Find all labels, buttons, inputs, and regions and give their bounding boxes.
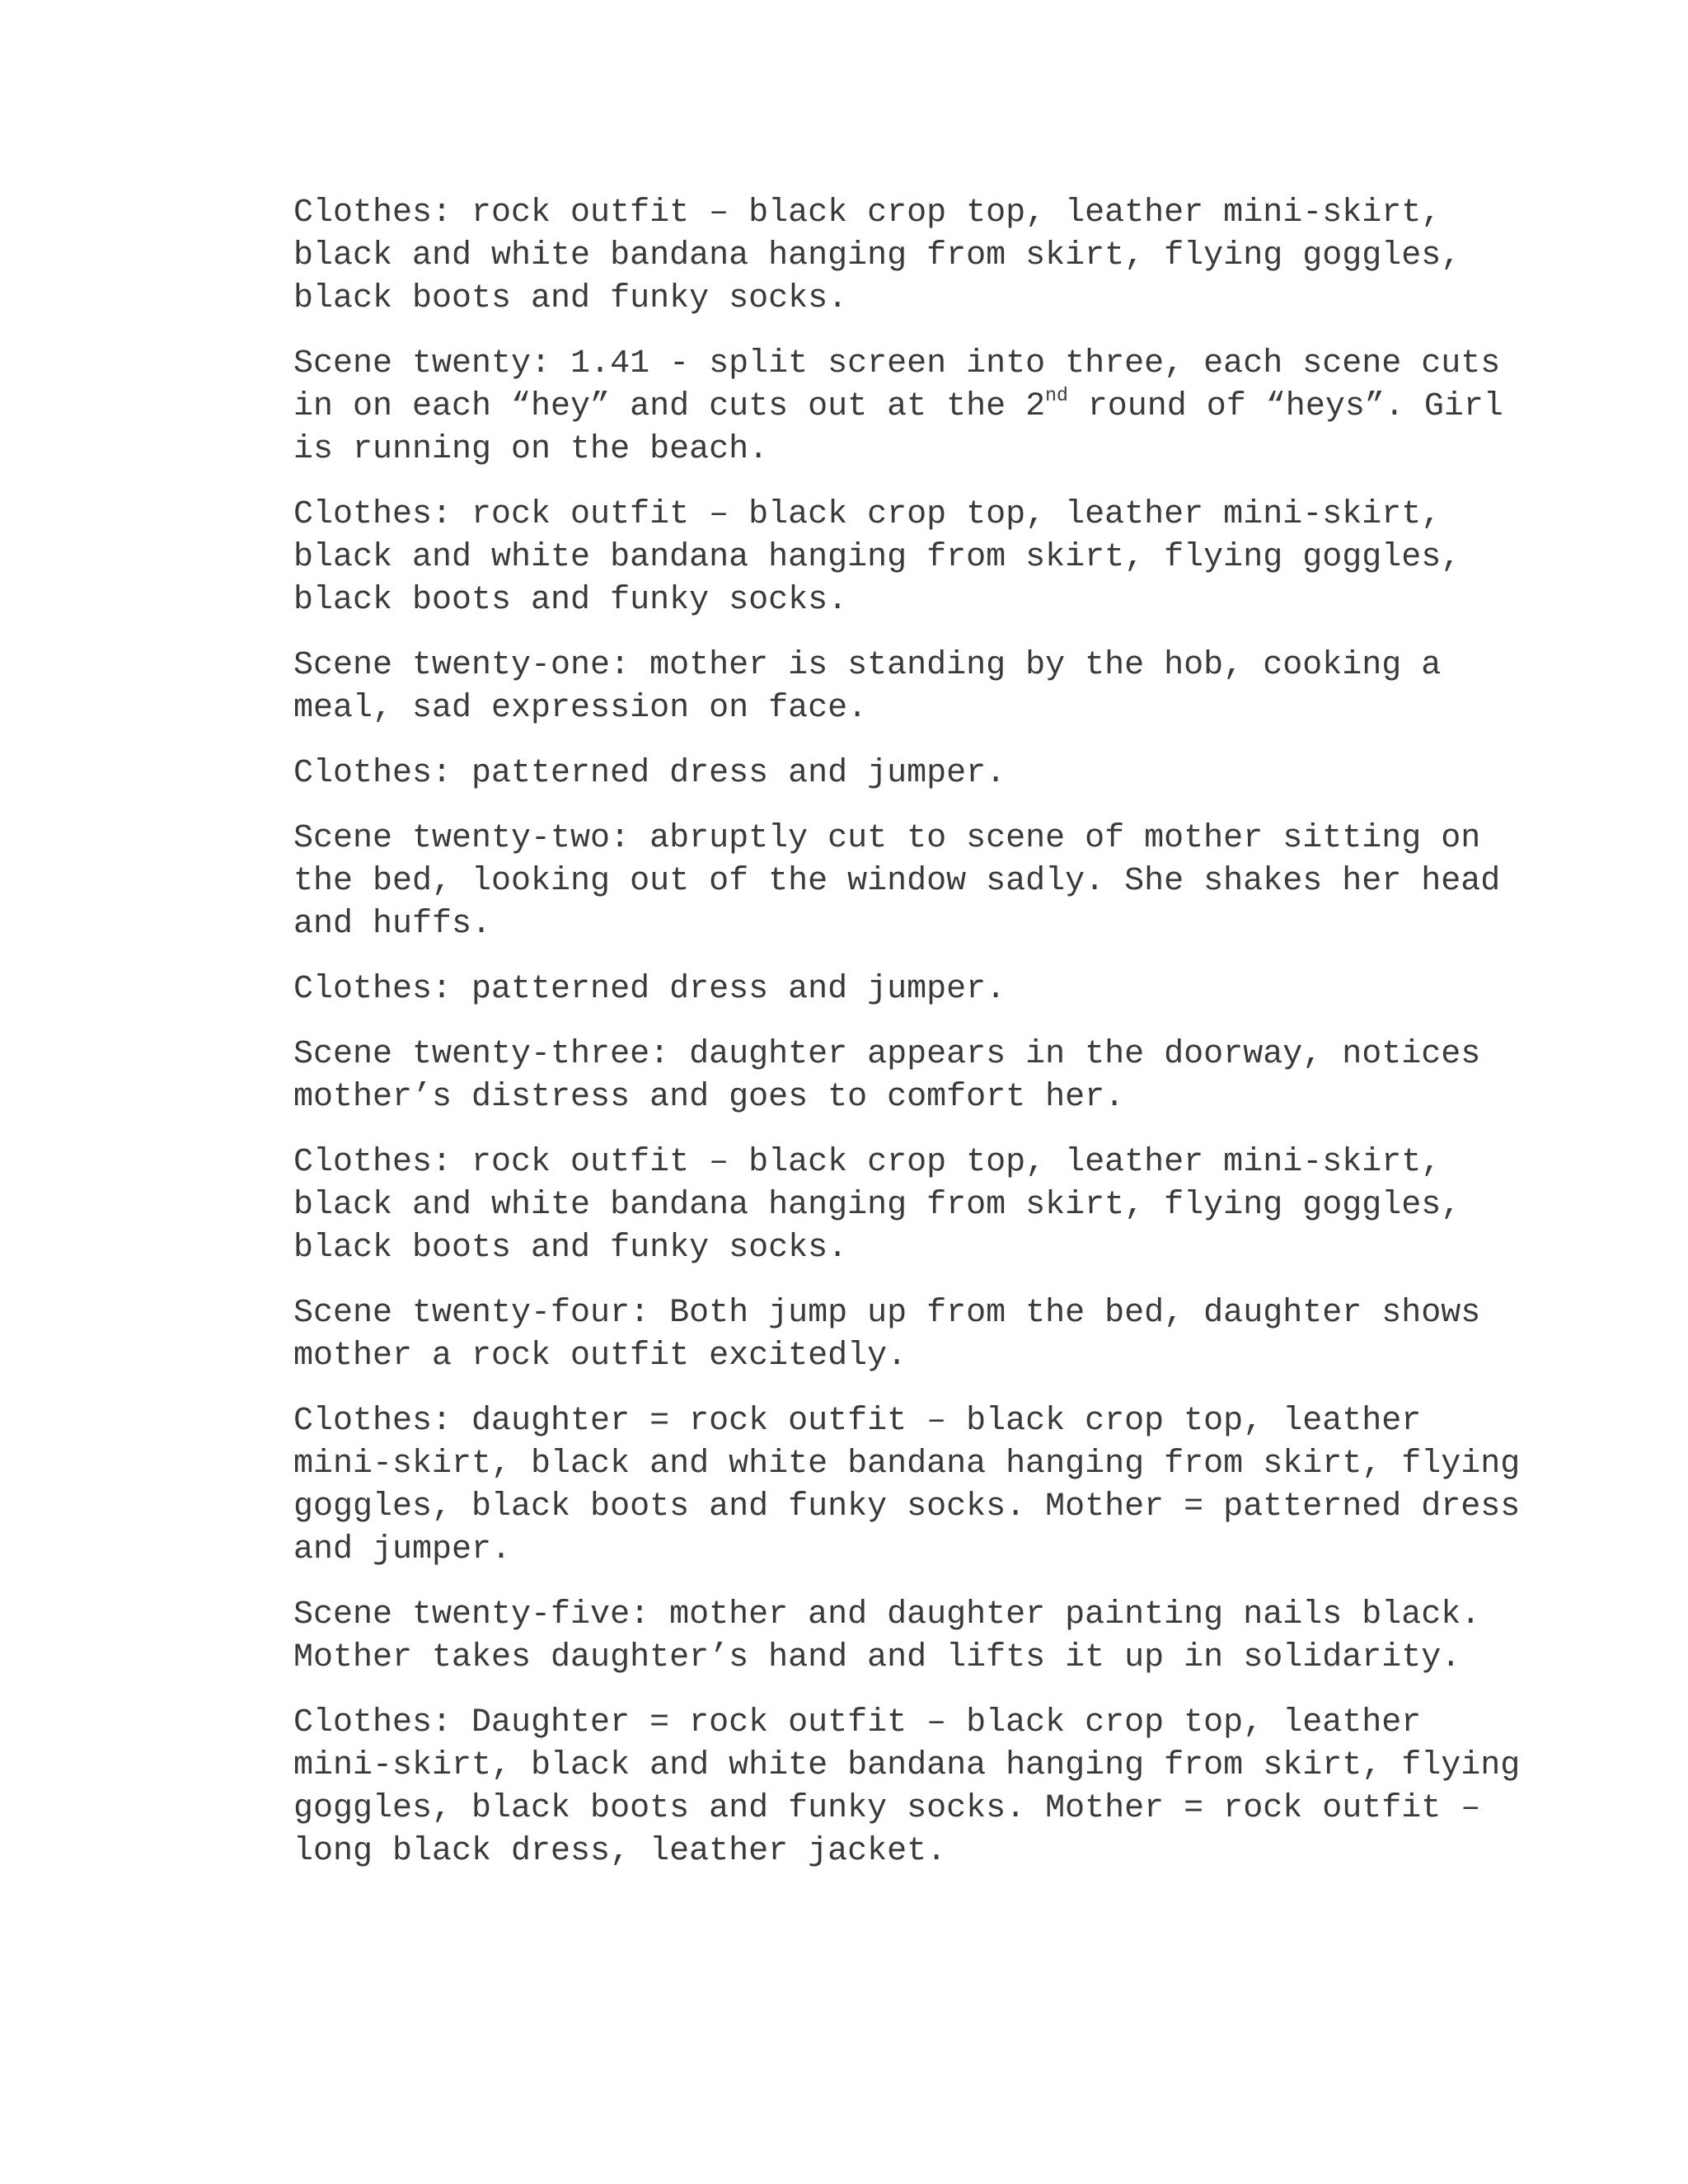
paragraph-clothes-3: Clothes: patterned dress and jumper. (293, 755, 1006, 792)
paragraph-scene-twenty-one: Scene twenty-one: mother is standing by the hob, cooking a meal, sad expression on face. (293, 647, 1461, 727)
paragraph-clothes-6: Clothes: daughter = rock outfit – black crop top, leather mini-skirt, black and white bandana hanging from skirt, flying goggles, black boots and funky socks. Mother = patterned dress and jumper. (293, 1403, 1540, 1568)
ordinal-superscript: nd (1045, 385, 1068, 406)
paragraph-clothes-1: Clothes: rock outfit – black crop top, leather mini-skirt, black and white bandana hanging from skirt, flying goggles, black boots and funky socks. (293, 194, 1481, 317)
paragraph-scene-twenty-four: Scene twenty-four: Both jump up from the bed, daughter shows mother a rock outfit excitedly. (293, 1295, 1501, 1375)
paragraph-scene-twenty-three: Scene twenty-three: daughter appears in the doorway, notices mother’s distress and goes to comfort her. (293, 1036, 1501, 1116)
paragraph-clothes-4: Clothes: patterned dress and jumper. (293, 971, 1006, 1008)
paragraph-scene-twenty-five: Scene twenty-five: mother and daughter painting nails black. Mother takes daughter’s hand and lifts it up in solidarity. (293, 1596, 1501, 1676)
document-body (293, 192, 1540, 1896)
paragraph-scene-twenty-two: Scene twenty-two: abruptly cut to scene of mother sitting on the bed, looking out of the window sadly. She shakes her head and huffs. (293, 820, 1521, 943)
paragraph-scene-twenty (293, 343, 1530, 471)
paragraph-clothes-2: Clothes: rock outfit – black crop top, leather mini-skirt, black and white bandana hanging from skirt, flying goggles, black boots and funky socks. (293, 496, 1481, 619)
scene-twenty-text-after: round of “heys”. Girl is running on the beach. (293, 388, 1523, 468)
paragraph-clothes-5: Clothes: rock outfit – black crop top, leather mini-skirt, black and white bandana hanging from skirt, flying goggles, black boots and funky socks. (293, 1144, 1481, 1267)
paragraph-clothes-7: Clothes: Daughter = rock outfit – black crop top, leather mini-skirt, black and white bandana hanging from skirt, flying goggles, black boots and funky socks. Mother = rock outfit – long black dress, leather jacket. (293, 1704, 1540, 1870)
scene-twenty-text-before: Scene twenty: 1.41 - split screen into three, each scene cuts in on each “hey” and cuts out at the 2 (293, 345, 1521, 425)
